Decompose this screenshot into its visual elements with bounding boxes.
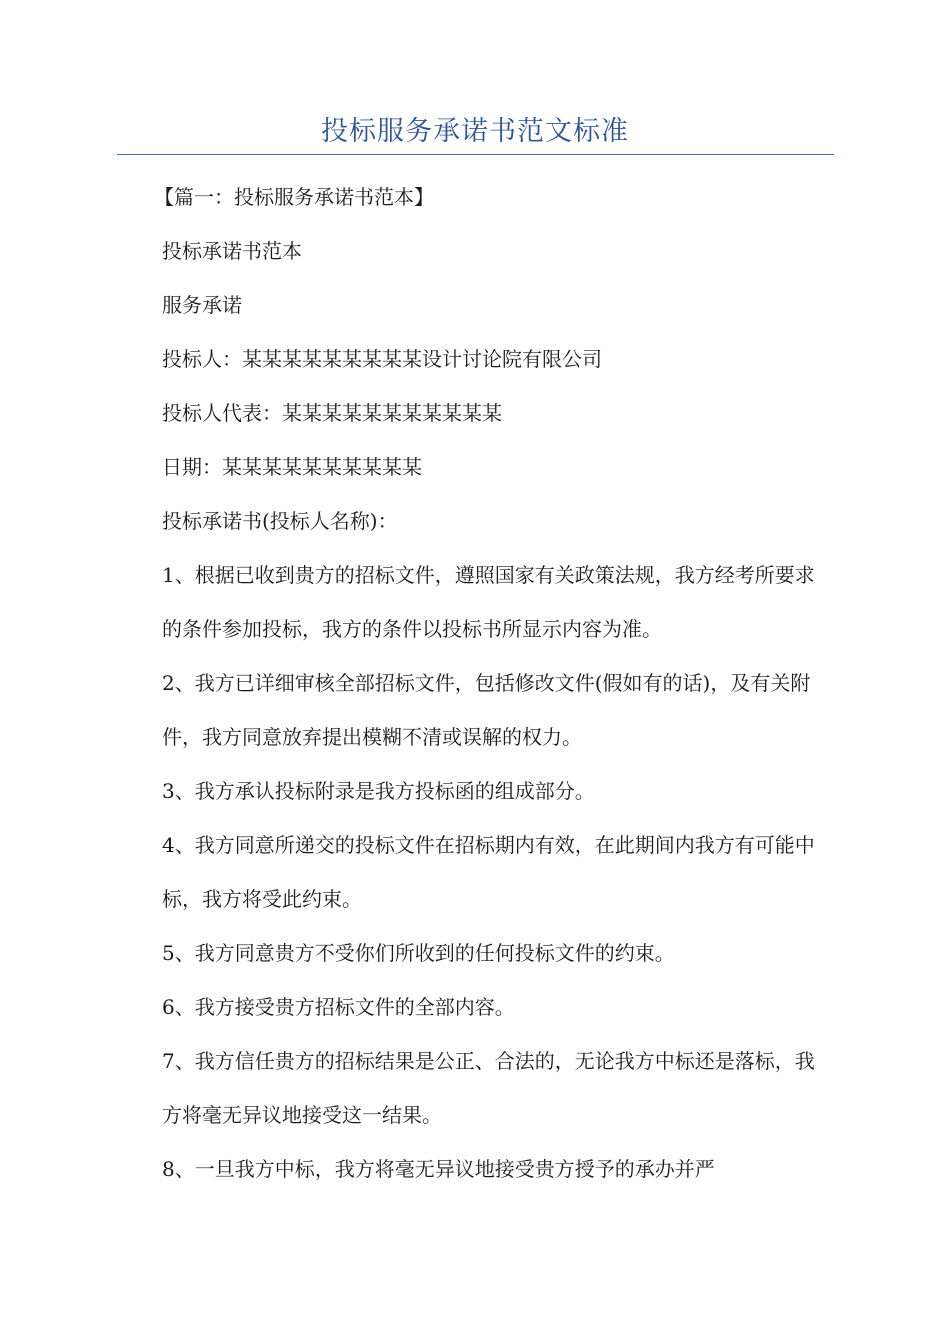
paragraph-item-2: 2、我方已详细审核全部招标文件，包括修改文件(假如有的话)，及有关附件，我方同意放弃提出模糊不清或误解的权力。 <box>162 671 811 749</box>
paragraph-item-8: 8、一旦我方中标，我方将毫无异议地接受贵方授予的承办并严 <box>162 1157 715 1181</box>
paragraph-item-1: 1、根据已收到贵方的招标文件，遵照国家有关政策法规，我方经考所要求的条件参加投标，我方的条件以投标书所显示内容为准。 <box>162 563 815 641</box>
paragraph-item-7: 7、我方信任贵方的招标结果是公正、合法的，无论我方中标还是落标，我方将毫无异议地接受这一结果。 <box>162 1049 815 1127</box>
paragraph-item-3: 3、我方承认投标附录是我方投标函的组成部分。 <box>162 779 595 803</box>
paragraph-item-4: 4、我方同意所递交的投标文件在招标期内有效，在此期间内我方有可能中标，我方将受此约束。 <box>162 833 815 911</box>
section-heading: 【篇一：投标服务承诺书范本】 <box>154 185 434 209</box>
paragraph-subtitle: 投标承诺书范本 <box>162 239 302 263</box>
document-body <box>154 170 832 1196</box>
paragraph-letter-address: 投标承诺书(投标人名称)： <box>162 509 398 533</box>
title-underline <box>117 154 834 155</box>
paragraph-date: 日期：某某某某某某某某某某 <box>162 455 422 479</box>
paragraph-service-commitment: 服务承诺 <box>162 293 242 317</box>
paragraph-item-5: 5、我方同意贵方不受你们所收到的任何投标文件的约束。 <box>162 941 675 965</box>
paragraph-bidder: 投标人：某某某某某某某某某设计讨论院有限公司 <box>162 347 602 371</box>
paragraph-bidder-representative: 投标人代表：某某某某某某某某某某某 <box>162 401 502 425</box>
paragraph-item-6: 6、我方接受贵方招标文件的全部内容。 <box>162 995 515 1019</box>
page-title: 投标服务承诺书范文标准 <box>321 116 629 147</box>
